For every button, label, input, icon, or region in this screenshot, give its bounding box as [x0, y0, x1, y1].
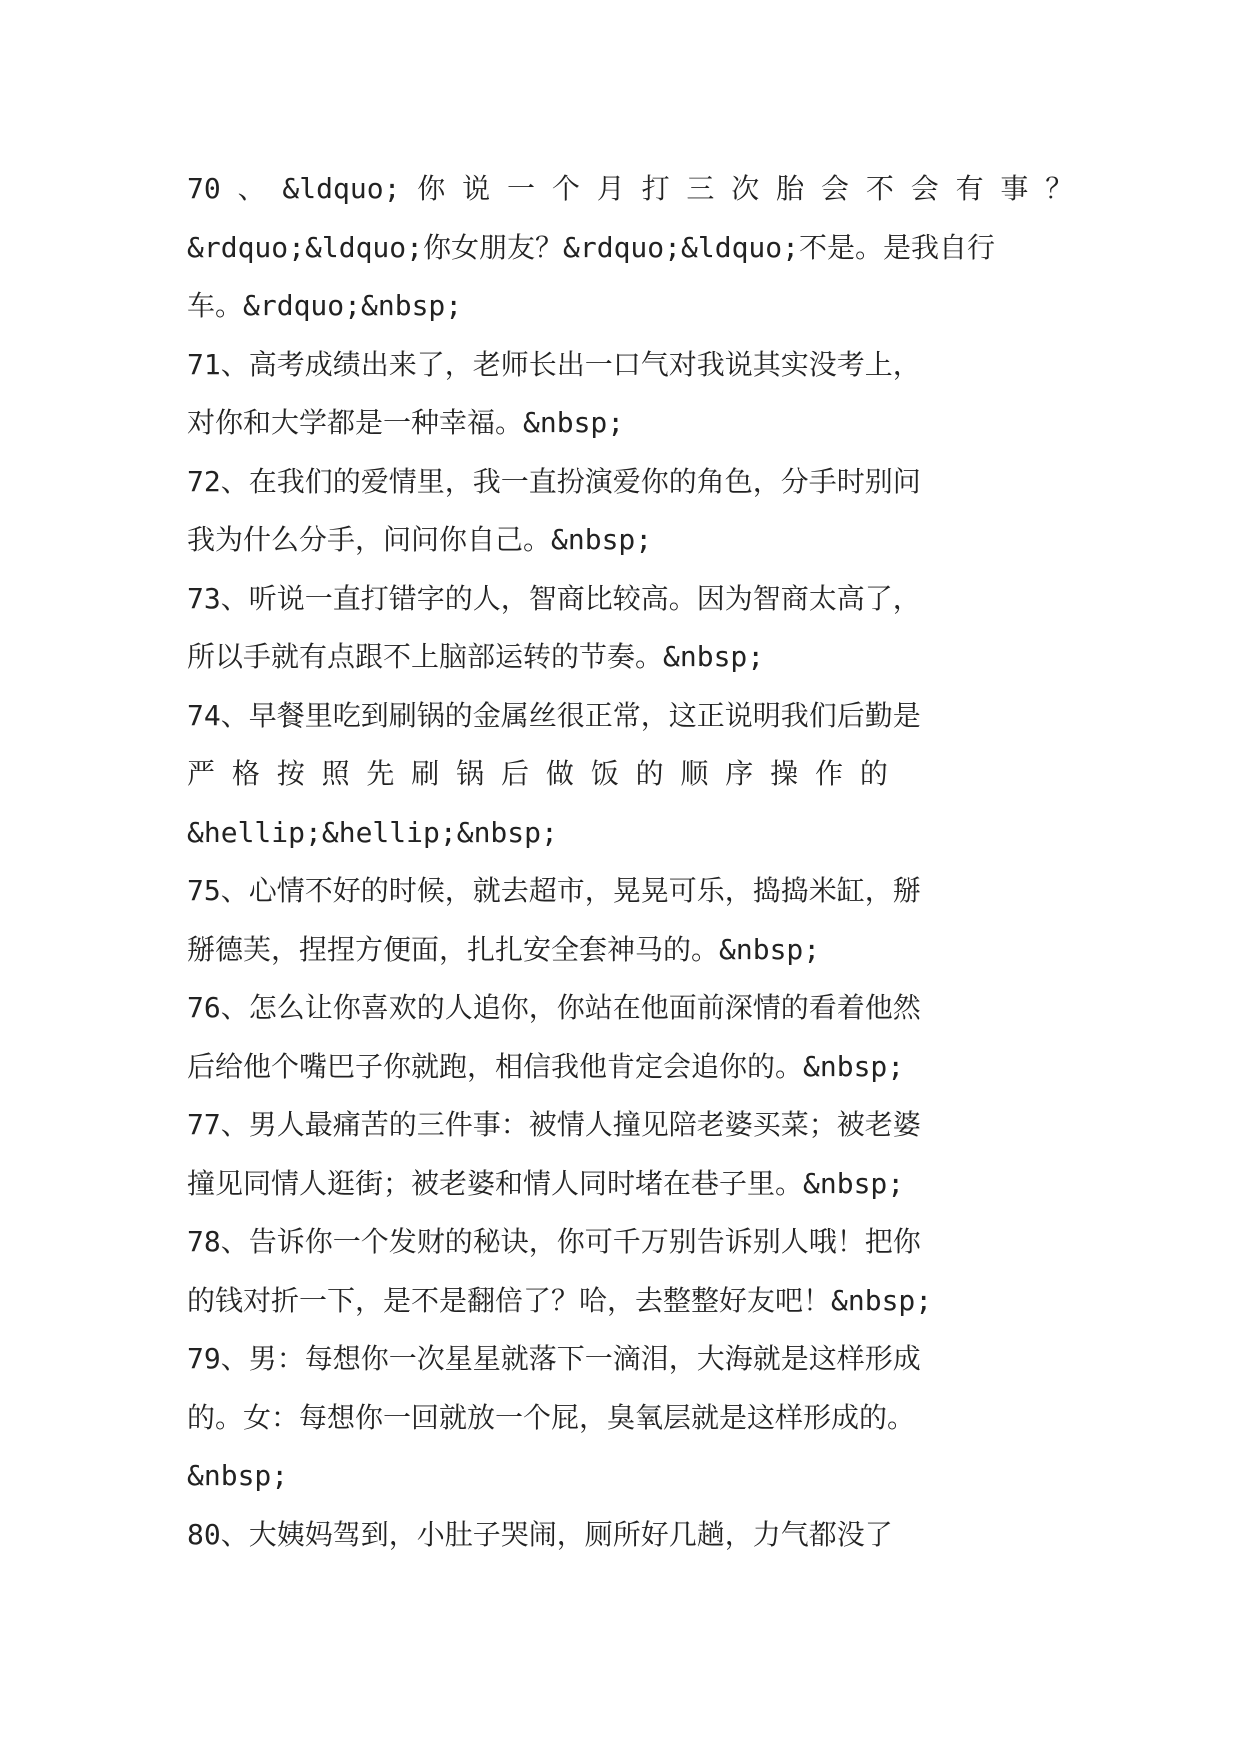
- text-line: 对你和大学都是一种幸福。&nbsp;: [187, 406, 625, 439]
- text-line: 的钱对折一下，是不是翻倍了？哈，去整整好友吧！&nbsp;: [187, 1283, 933, 1317]
- text-line: &nbsp;: [187, 1459, 289, 1492]
- text-line: 70 、 &ldquo; 你 说 一 个 月 打 三 次 胎 会 不 会 有 事 ？: [187, 172, 1074, 205]
- text-line: 79、男：每想你一次星星就落下一滴泪，大海就是这样形成: [187, 1342, 921, 1375]
- text-line: 74、早餐里吃到刷锅的金属丝很正常，这正说明我们后勤是: [187, 698, 921, 732]
- text-line: 75、心情不好的时候，就去超市，晃晃可乐，捣捣米缸，掰: [187, 874, 921, 907]
- text-line: 73、听说一直打错字的人，智商比较高。因为智商太高了，: [187, 581, 921, 615]
- text-line: 所以手就有点跟不上脑部运转的节奏。&nbsp;: [187, 640, 765, 673]
- text-line: 78、告诉你一个发财的秘诀，你可千万别告诉别人哦！把你: [187, 1225, 921, 1258]
- text-line: 80、大姨妈驾到，小肚子哭闹，厕所好几趟，力气都没了: [187, 1517, 893, 1551]
- text-line: 的。女：每想你一回就放一个屁，臭氧层就是这样形成的。: [187, 1400, 916, 1434]
- document-body: [187, 160, 1074, 1564]
- text-line: 我为什么分手，问问你自己。&nbsp;: [187, 523, 653, 556]
- text-line: 76、怎么让你喜欢的人追你，你站在他面前深情的看着他然: [187, 991, 921, 1024]
- text-line: 严 格 按 照 先 刷 锅 后 做 饭 的 顺 序 操 作 的: [187, 757, 888, 790]
- text-line: 撞见同情人逛街；被老婆和情人同时堵在巷子里。&nbsp;: [187, 1166, 905, 1200]
- text-line: 车。&rdquo;&nbsp;: [187, 289, 463, 322]
- text-line: 72、在我们的爱情里，我一直扮演爱你的角色，分手时别问: [187, 464, 921, 498]
- text-line: 71、高考成绩出来了，老师长出一口气对我说其实没考上，: [187, 347, 921, 381]
- text-line: &rdquo;&ldquo;你女朋友？&rdquo;&ldquo;不是。是我自行: [187, 230, 996, 264]
- text-line: 掰德芙，捏捏方便面，扎扎安全套神马的。&nbsp;: [187, 932, 821, 966]
- text-line: 后给他个嘴巴子你就跑，相信我他肯定会追你的。&nbsp;: [187, 1049, 905, 1083]
- text-line: &hellip;&hellip;&nbsp;: [187, 815, 558, 849]
- text-line: 77、男人最痛苦的三件事：被情人撞见陪老婆买菜；被老婆: [187, 1108, 921, 1141]
